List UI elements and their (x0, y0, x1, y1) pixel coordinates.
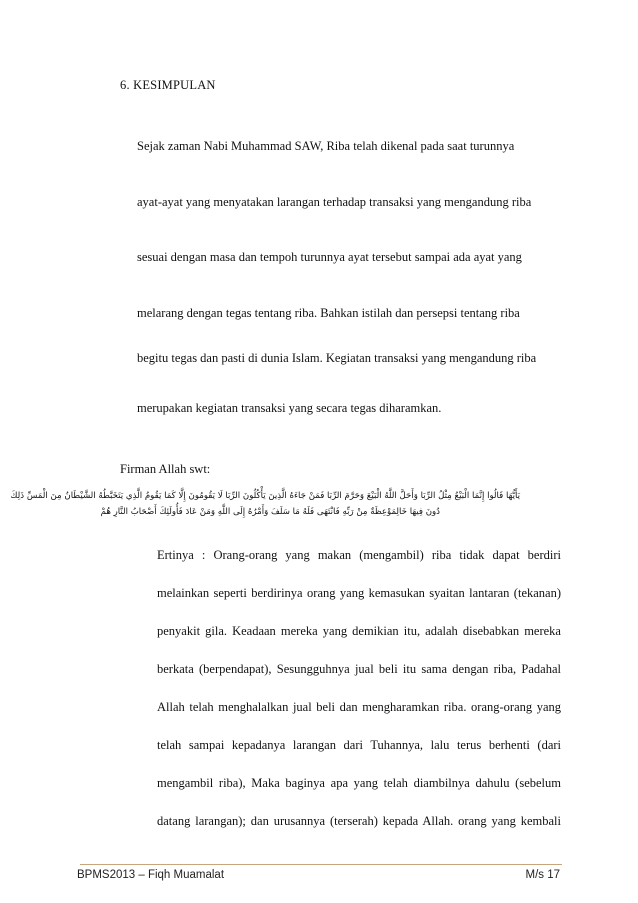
conclusion-line-1: Sejak zaman Nabi Muhammad SAW, Riba telah dikenal pada saat turunnya (137, 139, 515, 153)
translation-line-1: Ertinya : Orang-orang yang makan (mengambil) riba tidak dapat berdiri (157, 548, 561, 562)
translation-line-3: penyakit gila. Keadaan mereka yang demikian itu, adalah disebabkan mereka (157, 624, 561, 638)
footer-rule (80, 864, 562, 865)
translation-line-4: berkata (berpendapat), Sesungguhnya jual beli itu sama dengan riba, Padahal (157, 662, 561, 676)
conclusion-line-3: sesuai dengan masa dan tempoh turunnya ayat tersebut sampai ada ayat yang (137, 250, 522, 264)
translation-line-7: mengambil riba), Maka baginya apa yang telah diambilnya dahulu (sebelum (157, 776, 561, 790)
conclusion-line-6: merupakan kegiatan transaksi yang secara tegas diharamkan. (137, 401, 442, 415)
conclusion-line-4: melarang dengan tegas tentang riba. Bahkan istilah dan persepsi tentang riba (137, 306, 520, 320)
translation-line-5: Allah telah menghalalkan jual beli dan mengharamkan riba. orang-orang yang (157, 700, 561, 714)
translation-line-6: telah sampai kepadanya larangan dari Tuhannya, lalu terus berhenti (dari (157, 738, 561, 752)
conclusion-line-5: begitu tegas dan pasti di dunia Islam. Kegiatan transaksi yang mengandung riba (137, 351, 537, 365)
footer-course: BPMS2013 – Fiqh Muamalat (77, 869, 225, 881)
conclusion-line-2: ayat-ayat yang menyatakan larangan terhadap transaksi yang mengandung riba (137, 195, 532, 209)
firman-label: Firman Allah swt: (120, 462, 211, 476)
translation-line-2: melainkan seperti berdirinya orang yang kemasukan syaitan lantaran (tekanan) (157, 586, 561, 600)
footer-page-number: M/s 17 (525, 869, 560, 881)
translation-line-8: datang larangan); dan urusannya (terserah) kepada Allah. orang yang kembali (157, 814, 561, 828)
section-heading: 6. KESIMPULAN (120, 78, 216, 92)
arabic-verse-line-2: دُونَ فِيهَا خَالِمَوْعِظَةٌ مِنْ رَبِّهِ فَانْتَهَى فَلَهُ مَا سَلَفَ وَأَمْرُهُ إِلَى اللَّهِ وَمَنْ عَادَ فَأُولَئِكَ أَصْحَابُ النَّارِ هُمْ (100, 507, 440, 517)
arabic-verse-line-1: يَأَيُّهَا قَالُوا إِنَّمَا الْبَيْعُ مِثْلُ الرِّبَا وَأَحَلَّ اللَّهُ الْبَيْعَ وَحَرَّمَ الرِّبَا فَمَنْ جَاءَهُ الَّذِينَ يَأْكُلُونَ الرِّبَا لَا يَقُومُونَ إِلَّا كَمَا يَقُومُ الَّذِي يَتَخَبَّطُهُ الشَّيْطَانُ مِنَ الْمَسِّ ذَلِكَ (10, 491, 520, 501)
